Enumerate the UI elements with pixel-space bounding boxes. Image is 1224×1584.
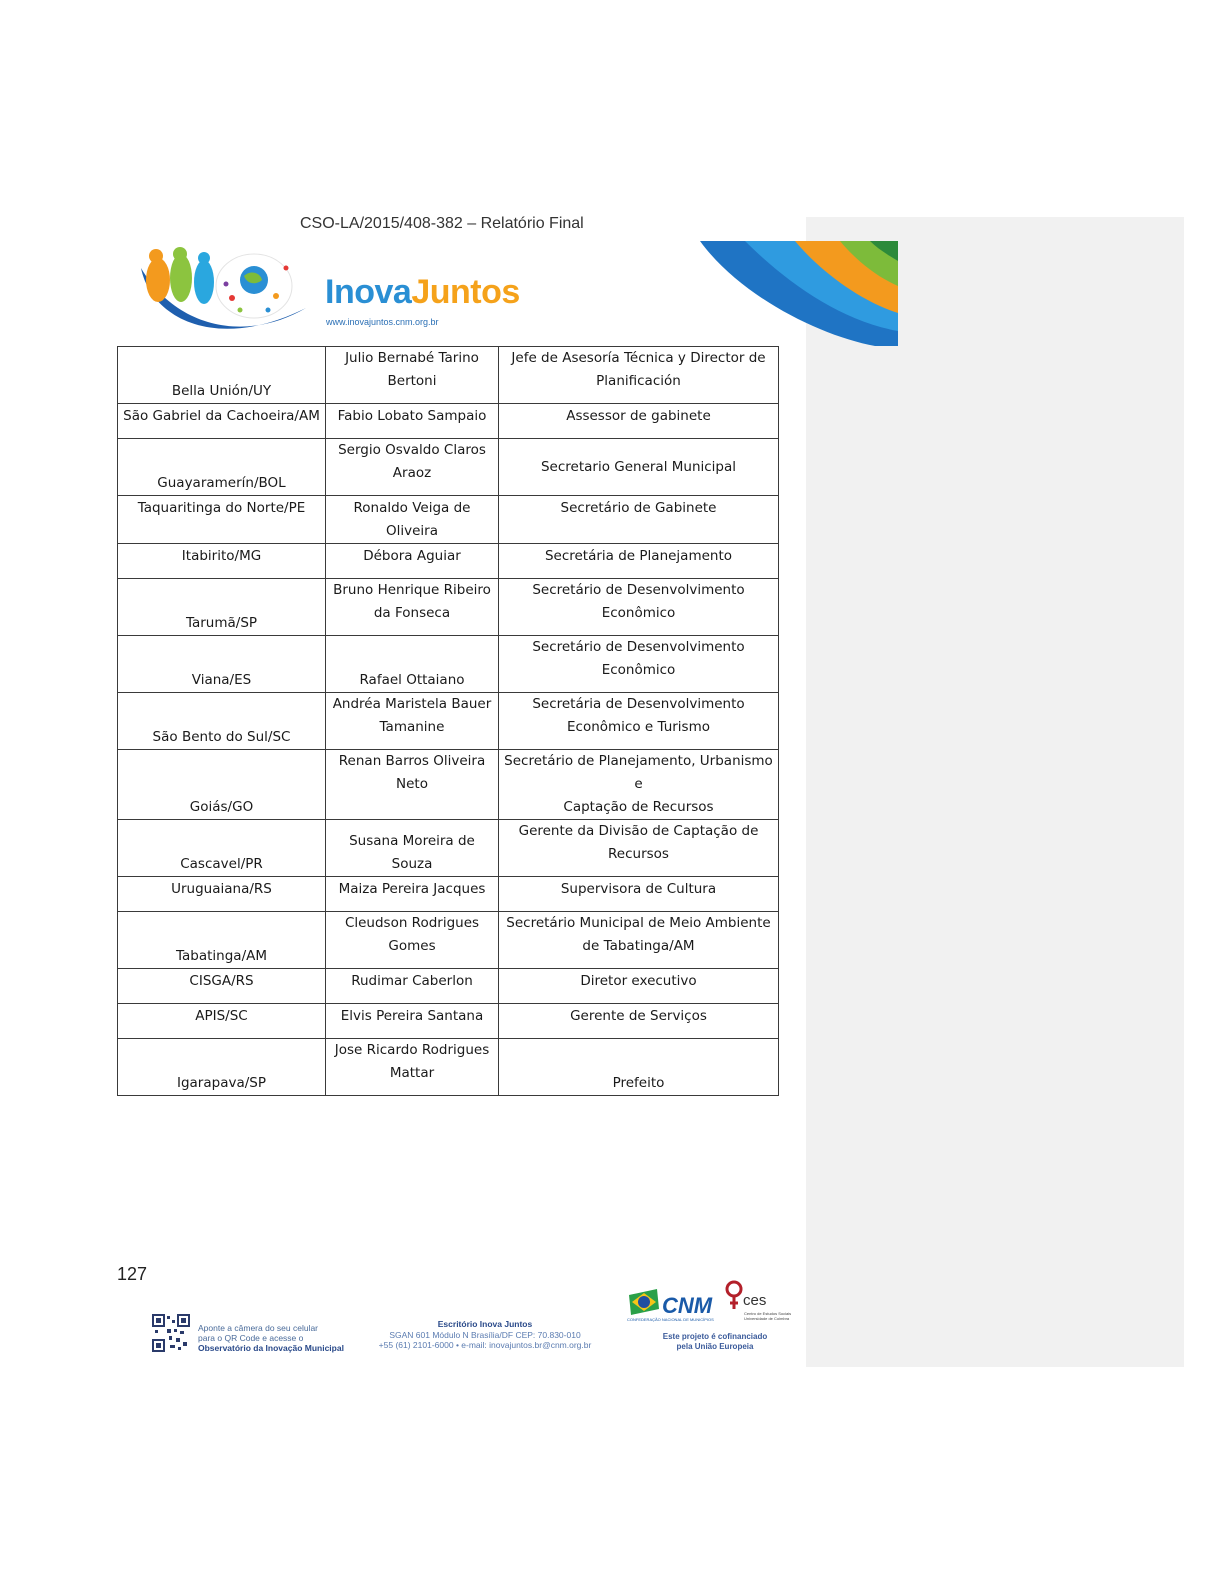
city-cell: Goiás/GO	[118, 750, 326, 820]
city-cell: Cascavel/PR	[118, 820, 326, 877]
city-cell: Bella Unión/UY	[118, 347, 326, 404]
table-row	[118, 912, 779, 969]
name-cell: Maiza Pereira Jacques	[326, 877, 499, 912]
role-cell: Assessor de gabinete	[499, 404, 779, 439]
table-row	[118, 347, 779, 404]
table-row	[118, 1039, 779, 1096]
city-cell: Guayaramerín/BOL	[118, 439, 326, 496]
role-cell: Jefe de Asesoría Técnica y Director de Planificación	[499, 347, 779, 404]
role-cell: Secretario General Municipal	[499, 439, 779, 496]
name-cell: Bruno Henrique Ribeiro da Fonseca	[326, 579, 499, 636]
qr-caption: Aponte a câmera do seu celular para o QR Code e acesse o Observatório da Inovação Municipal	[198, 1323, 344, 1353]
city-cell: Igarapava/SP	[118, 1039, 326, 1096]
table-row	[118, 693, 779, 750]
office-info: Escritório Inova Juntos SGAN 601 Módulo N Brasília/DF CEP: 70.830-010 +55 (61) 2101-6000 • e-mail: inovajuntos.br@cnm.org.br	[378, 1319, 592, 1350]
brazil-flag-icon	[627, 1287, 661, 1317]
table-row	[118, 820, 779, 877]
role-cell: Prefeito	[499, 1039, 779, 1096]
table-row	[118, 969, 779, 1004]
city-cell: São Bento do Sul/SC	[118, 693, 326, 750]
name-cell: Jose Ricardo Rodrigues Mattar	[326, 1039, 499, 1096]
role-cell: Secretário Municipal de Meio Ambiente de Tabatinga/AM	[499, 912, 779, 969]
name-cell: Débora Aguiar	[326, 544, 499, 579]
role-cell: Secretário de Desenvolvimento Econômico	[499, 636, 779, 693]
cnm-logo-text: CNM	[662, 1293, 713, 1318]
running-header: CSO-LA/2015/408-382 – Relatório Final	[300, 215, 584, 232]
cnm-subtitle: CONFEDERAÇÃO NACIONAL DE MUNICÍPIOS	[627, 1317, 714, 1322]
table-row	[118, 579, 779, 636]
role-cell: Gerente de Serviços	[499, 1004, 779, 1039]
table-row	[118, 1004, 779, 1039]
name-cell: Fabio Lobato Sampaio	[326, 404, 499, 439]
inovajuntos-wordmark: InovaJuntos	[325, 273, 520, 311]
name-cell: Renan Barros Oliveira Neto	[326, 750, 499, 820]
name-cell: Elvis Pereira Santana	[326, 1004, 499, 1039]
name-cell: Julio Bernabé Tarino Bertoni	[326, 347, 499, 404]
name-cell: Sergio Osvaldo Claros Araoz	[326, 439, 499, 496]
name-cell: Cleudson Rodrigues Gomes	[326, 912, 499, 969]
table-row	[118, 439, 779, 496]
city-cell: Uruguaiana/RS	[118, 877, 326, 912]
role-cell: Secretário de Gabinete	[499, 496, 779, 544]
comment-pane	[806, 217, 1184, 1367]
name-cell: Rafael Ottaiano	[326, 636, 499, 693]
city-cell: São Gabriel da Cachoeira/AM	[118, 404, 326, 439]
table-row	[118, 636, 779, 693]
city-cell: Tarumã/SP	[118, 579, 326, 636]
ces-logo-text: ces	[743, 1292, 767, 1309]
qr-code-icon	[152, 1314, 190, 1352]
table-row	[118, 877, 779, 912]
eu-cofunding-note: Este projeto é cofinanciado pela União Europeia	[662, 1332, 768, 1351]
table-row	[118, 496, 779, 544]
logo-url: www.inovajuntos.cnm.org.br	[326, 317, 439, 327]
page-number: 127	[117, 1264, 148, 1284]
role-cell: Secretário de Desenvolvimento Econômico	[499, 579, 779, 636]
header-swoosh	[700, 241, 898, 346]
role-cell: Gerente da Divisão de Captação de Recursos	[499, 820, 779, 877]
city-cell: Taquaritinga do Norte/PE	[118, 496, 326, 544]
name-cell: Ronaldo Veiga de Oliveira	[326, 496, 499, 544]
city-cell: Tabatinga/AM	[118, 912, 326, 969]
city-cell: CISGA/RS	[118, 969, 326, 1004]
role-cell: Secretária de Planejamento	[499, 544, 779, 579]
role-cell: Secretária de Desenvolvimento Econômico e Turismo	[499, 693, 779, 750]
ces-subtitle: Centro de Estudos Sociais Universidade de Coimbra	[744, 1311, 792, 1321]
city-cell: Itabirito/MG	[118, 544, 326, 579]
name-cell: Rudimar Caberlon	[326, 969, 499, 1004]
table-row	[118, 404, 779, 439]
role-cell: Supervisora de Cultura	[499, 877, 779, 912]
name-cell: Susana Moreira de Souza	[326, 820, 499, 877]
city-cell: APIS/SC	[118, 1004, 326, 1039]
table-row	[118, 750, 779, 820]
name-cell: Andréa Maristela Bauer Tamanine	[326, 693, 499, 750]
role-cell: Secretário de Planejamento, Urbanismo e Captação de Recursos	[499, 750, 779, 820]
city-cell: Viana/ES	[118, 636, 326, 693]
table-row	[118, 544, 779, 579]
participants-table	[117, 346, 779, 1096]
role-cell: Diretor executivo	[499, 969, 779, 1004]
inovajuntos-logo-icon	[136, 248, 311, 343]
